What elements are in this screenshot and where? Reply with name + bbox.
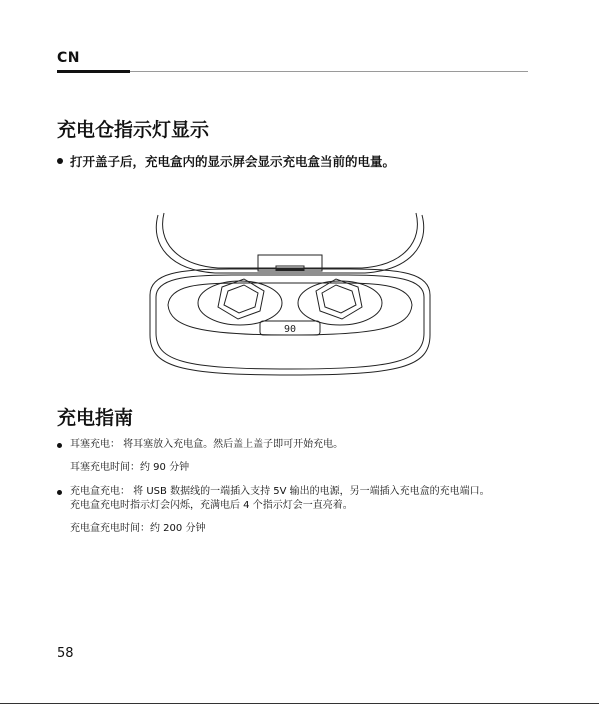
earbud-charging-text: 耳塞充电： 将耳塞放入充电盒。然后盖上盖子即可开始充电。 [70, 439, 344, 450]
case-charging-time: 充电盒充电时间：约 200 分钟 [70, 523, 206, 534]
section-title-charging: 充电指南 [57, 407, 134, 429]
bullet-dot-icon [57, 443, 62, 448]
bottom-divider [0, 703, 599, 704]
language-label: CN [57, 50, 80, 66]
earbud-charging-item [57, 438, 343, 452]
earbud-charging-time: 耳塞充电时间：约 90 分钟 [70, 462, 190, 473]
battery-display-value: 90 [283, 324, 297, 335]
case-charging-indicator-note: 充电盒充电时指示灯会闪烁，充满电后 4 个指示灯会一直亮着。 [70, 500, 353, 511]
bullet-dot-icon [57, 490, 62, 495]
indicator-bullet [57, 152, 395, 170]
case-charging-item [57, 485, 490, 499]
bullet-dot-icon [57, 158, 63, 164]
case-charging-text: 充电盒充电： 将 USB 数据线的一端插入支持 5V 输出的电源，另一端插入充电盒的充电端口。 [70, 486, 490, 497]
indicator-bullet-text: 打开盖子后，充电盒内的显示屏会显示充电盒当前的电量。 [70, 154, 396, 169]
header-accent-bar [57, 70, 130, 73]
section-title-indicator: 充电仓指示灯显示 [57, 119, 210, 141]
page-number: 58 [57, 646, 74, 661]
charging-case-illustration [140, 205, 440, 380]
